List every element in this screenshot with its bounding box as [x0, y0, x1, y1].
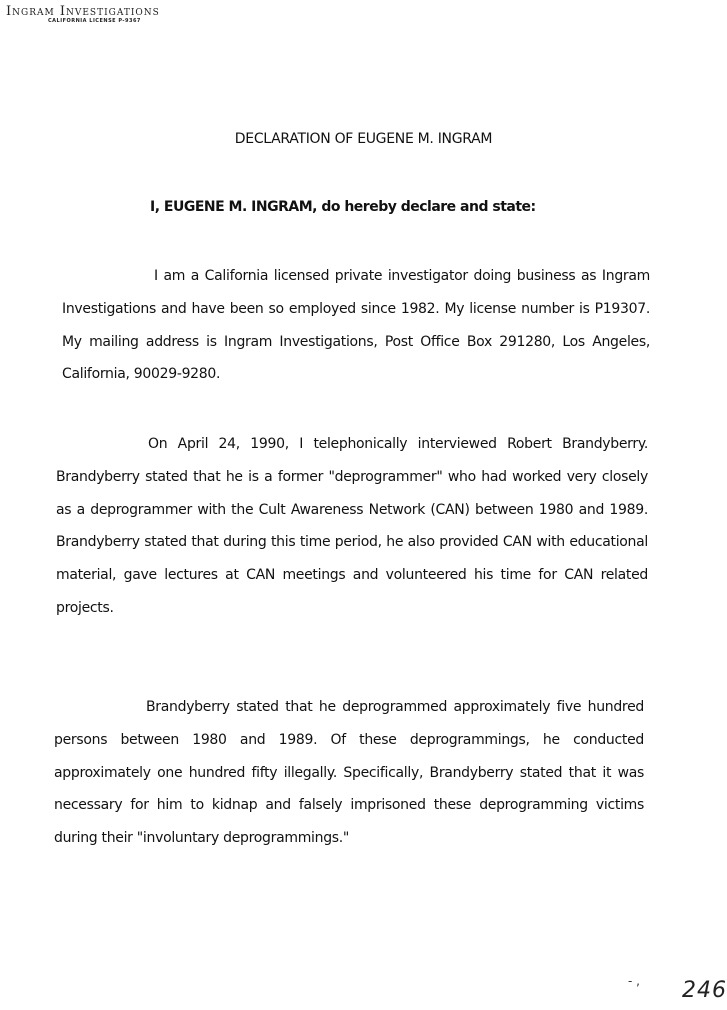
letterhead-license: CALIFORNIA LICENSE P-9367 [48, 18, 141, 24]
page-number: 246 [682, 978, 727, 1003]
document-title [0, 131, 727, 147]
document-title-text: DECLARATION OF EUGENE M. INGRAM [234, 131, 493, 147]
paragraph-credentials [62, 260, 650, 391]
letterhead-company-name: Ingram Investigations [6, 4, 160, 19]
declaration-intro: I, EUGENE M. INGRAM, do hereby declare and state: [150, 199, 536, 215]
stray-mark: - , [628, 974, 640, 988]
paragraph-text: I am a California licensed private investigator doing business as Ingram Investigations and have been so employed since 1982. My license number is P19307. My mailing address is Ingram Investigations, Post Office Box 291280, Los Angeles, California, 90029-9280. [62, 268, 650, 383]
paragraph-interview [56, 428, 648, 625]
paragraph-deprogrammings [54, 691, 644, 855]
paragraph-text: Brandyberry stated that he deprogrammed approximately five hundred persons between 1980 and 1989. Of these deprogrammings, he conducted approximately one hundred fifty illegally. Specifically, Brandyberry stated that it was necessary for him to kidnap and falsely imprisoned these deprogramming victims during their "involuntary deprogrammings." [54, 699, 644, 847]
paragraph-text: On April 24, 1990, I telephonically interviewed Robert Brandyberry. Brandyberry stated that he is a former "deprogrammer" who had worked very closely as a deprogrammer with the Cult Awareness Network (CAN) between 1980 and 1989. Brandyberry stated that during this time period, he also provided CAN with educational material, gave lectures at CAN meetings and volunteered his time for CAN related projects. [56, 436, 648, 616]
letterhead [6, 4, 226, 24]
